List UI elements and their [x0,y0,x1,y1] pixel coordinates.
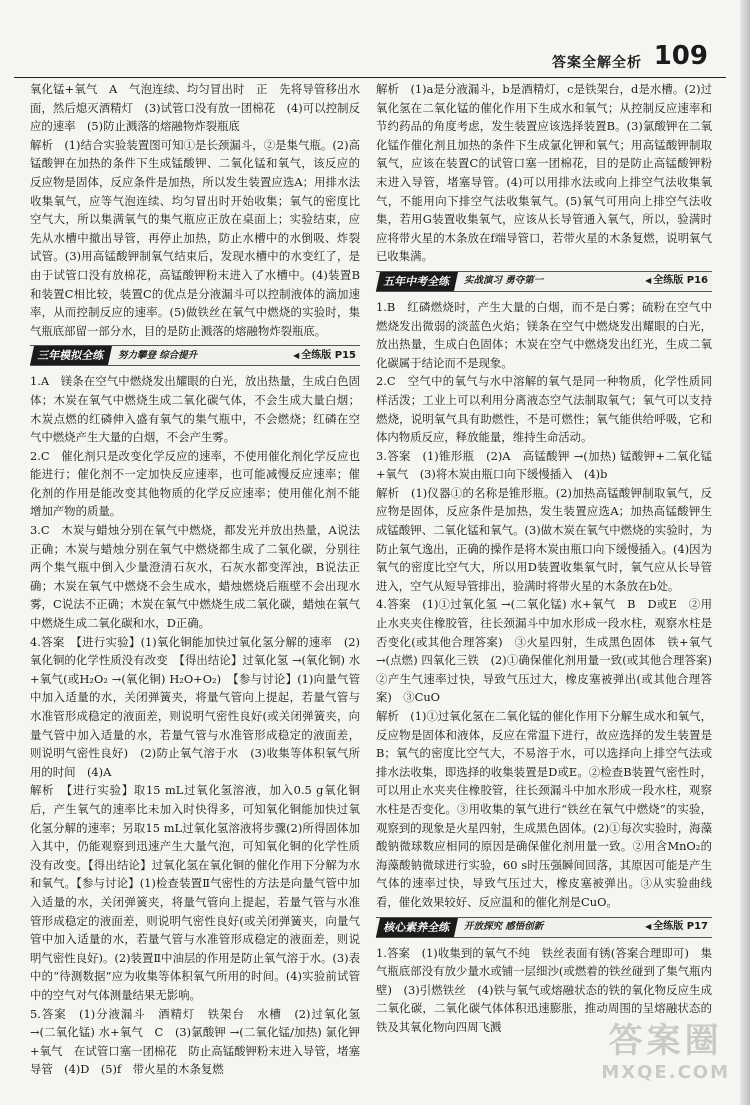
answer-item: 4.答案 (1)①过氧化氢 →(二氧化锰) 水+氧气 B D或E ②用止水夹夹住橡胶管，往长颈漏斗中加水形成一段水柱，观察水柱是否变化(或其他合理答案) ③火星四射，生成黑色固体 铁+氧气 →(点燃) 四氧化三铁 (2)①确保催化剂用量一致(或其他合理答案) ②产生气速率过快，导致气压过大，橡皮塞被弹出(或其他合理答案) ③CuO [376,597,724,705]
section-subtitle: 开放探究 感悟创新 [464,920,544,932]
section-subtitle: 实战演习 勇夺第一 [464,275,544,287]
answer-item: 解析 (1)仪器①的名称是锥形瓶。(2)加热高锰酸钾制取氧气，反应物是固体，反应条件是加热，发生装置应选A；加热高锰酸钾生成锰酸钾、二氧化锰和氧气。(3)做木炭在氧气中燃烧的实验时，为防止氧气逸出，正确的操作是将木炭由瓶口向下缓慢插入。(4)因为氧气的密度比空气大，所以用D装置收集氧气时，氧气应从长导管进入，空气从短导管排出，验满时将带火星的木条放在b处。 [376,485,712,593]
section-title: 三年模拟全练 [30,346,112,365]
answer-item: 4.答案 【进行实验】(1)氧化铜能加快过氧化氢分解的速率 (2)氧化铜的化学性质没有改变 【得出结论】过氧化氢 →(氧化铜) 水+氧气(或H₂O₂ →(氧化铜) H₂O+O₂) 【参与讨论】(1)向量气管中加入适量的水，关闭弹簧夹，将量气管向上提起，若量气管与水准管形成稳定的液面差，则说明气密性良好(或关闭弹簧夹，向量气管中加入适量的水，若量气管与水准管形成稳定的液面差，则说明气密性良好) (2)防止氧气溶于水 (3)收集等体积氧气所用的时间 (4)A [30,634,360,779]
page-header [0,0,750,80]
header-rule [14,77,726,78]
paragraph: 解析 (1)结合实验装置图可知①是长颈漏斗，②是集气瓶。(2)高锰酸钾在加热的条件下生成锰酸钾、二氧化锰和氧气，该反应的反应物是固体，反应条件是加热，所以发生装置应选A；用排水法收集氧气，应等气泡连续、均匀冒出时开始收集；氧气的密度比空气大，所以集满氧气的集气瓶应正放在桌面上；实验结束，应先从水槽中撤出导管，再停止加热，防止水槽中的水倒吸、炸裂试管。(3)用高锰酸钾制氧气结束后，发现水槽中的水变红了，是由于试管口没有放棉花，高锰酸钾粉末进入了水槽中。(4)装置B和装置C相比较，装置C的优点是分液漏斗可以控制液体的滴加速率，从而控制反应的速率。(5)做铁丝在氧气中燃烧的实验时，集气瓶底部留一部分水，目的是防止溅落的熔融物炸裂瓶底。 [30,137,360,338]
answer-item: 解析 【进行实验】取15 mL过氧化氢溶液，加入0.5 g氧化铜后，产生氧气的速率比未加入时快得多，可知氧化铜能加快过氧化氢分解的速率；另取15 mL过氧化氢溶液将步骤(2)所得固体加入其中，仍能观察到迅速产生大量气泡，可知氧化铜的化学性质没有改变。【得出结论】过氧化氢在氧化铜的催化作用下分解为水和氧气。【参与讨论】(1)检查装置Ⅱ气密性的方法是向量气管中加入适量的水，关闭弹簧夹，将量气管向上提起，若量气管与水准管形成稳定的液面差，则说明气密性良好(或关闭弹簧夹，向量气管中加入适量的水，若量气管与水准管形成稳定的液面差，则说明气密性良好)。(2)装置Ⅱ中油层的作用是防止氧气溶于水。(3)表中的“待测数据”应为收集等体积氧气所用的时间。(4)实验前试管中的空气对气体测量结果无影响。 [30,783,360,1002]
section-title: 核心素养全练 [376,918,458,937]
section-title: 五年中考全练 [376,272,458,291]
section-page-ref: ◀ 全练版 P15 [293,347,360,366]
page-number: 109 [653,41,708,71]
right-column [376,80,724,1037]
section-subtitle: 努力攀登 综合提升 [118,349,198,361]
answer-item: 1.B 红磷燃烧时，产生大量的白烟，而不是白雾；硫粉在空气中燃烧发出微弱的淡蓝色火焰；镁条在空气中燃烧发出耀眼的白光，放出热量，生成白色固体；木炭在空气中燃烧发出红光，生成二氧化碳属于结论而不是现象。 [376,299,712,370]
answer-item: 1.答案 (1)收集到的氧气不纯 铁丝表面有锈(答案合理即可) 集气瓶底部没有放少量水或铺一层细沙(或燃着的铁丝碰到了集气瓶内壁) (3)引燃铁丝 (4)铁与氧气或熔融状态的铁的氧化物反应生成二氧化碳，二氧化碳气体体积迅速膨胀，推动周围的呈熔融状态的铁及其氧化物向四周飞溅 [376,945,712,1034]
answer-item: 3.C 木炭与蜡烛分别在氧气中燃烧，都发光并放出热量，A说法正确；木炭与蜡烛分别在氧气中燃烧都生成了二氧化碳，分别往两个集气瓶中倒入少量澄清石灰水，石灰水都变浑浊，B说法正确；木炭在氧气中燃烧不会生成水，蜡烛燃烧后瓶壁不会出现水雾，C说法不正确；木炭在氧气中燃烧生成二氧化碳，蜡烛在氧气中燃烧生成二氧化碳和水，D正确。 [30,523,360,631]
section-bar-core-literacy [376,917,712,938]
section-bar-three-year [30,345,360,366]
answer-item: 解析 (1)①过氧化氢在二氧化锰的催化作用下分解生成水和氧气，反应物是固体和液体，反应在常温下进行，故应选择的发生装置是B；氧气的密度比空气大，不易溶于水，可以选择向上排空气法或排水法收集，即选择的收集装置是D或E。②检查B装置气密性时，可以用止水夹夹住橡胶管，往长颈漏斗中加水形成一段水柱，观察水柱是否变化。③用收集的氧气进行“铁丝在氧气中燃烧”的实验，观察到的现象是火星四射，生成黑色固体。(2)①每次实验时，海藻酸钠微球数应相同的原因是确保催化剂用量一致。②用含MnO₂的海藻酸钠微球进行实验，60 s时压强瞬间回落，其原因可能是产生气体的速率过快，导致气压过大，橡皮塞被弹出。③从实验曲线看，催化效果较好、反应温和的催化剂是CuO。 [376,709,712,909]
section-bar-five-year [376,271,712,292]
answer-item: 3.答案 (1)锥形瓶 (2)A 高锰酸钾 →(加热) 锰酸钾+二氧化锰+氧气 (3)将木炭由瓶口向下缓慢插入 (4)b [376,448,712,482]
answer-item: 5.答案 (1)分液漏斗 酒精灯 铁架台 水槽 (2)过氧化氢 →(二氧化锰) 水+氧气 C (3)氯酸钾 →(二氧化锰/加热) 氯化钾+氧气 在试管口塞一团棉花 防止高锰酸钾粉末进入导管，堵塞导管 (4)D (5)f 带火星的木条复燃 [30,1006,360,1077]
answer-item: 1.A 镁条在空气中燃烧发出耀眼的白光，放出热量，生成白色固体；木炭在氧气中燃烧生成二氧化碳气体，不会生成大量白烟；木炭点燃的红磷伸入盛有氧气的集气瓶中，不会燃烧；红磷在空气中燃烧产生大量的白烟，不会产生雾。 [30,374,360,445]
paragraph: 氧化锰+氧气 A 气泡连续、均匀冒出时 正 先将导管移出水面，然后熄灭酒精灯 (3)试管口没有放一团棉花 (4)可以控制反应的速率 (5)防止溅落的熔融物炸裂瓶底 [30,82,360,134]
paragraph: 解析 (1)a是分液漏斗，b是酒精灯，c是铁架台，d是水槽。(2)过氧化氢在二氧化锰的催化作用下生成水和氧气；从控制反应速率和节约药品的角度考虑，发生装置应该选择装置B。(3)氯酸钾在二氧化锰作催化剂且加热的条件下生成氯化钾和氧气；用高锰酸钾制取氧气，应该在装置C的试管口塞一团棉花，目的是防止高锰酸钾粉末进入导管，堵塞导管。(4)可以用排水法或向上排空气法收集氧气，不能用向下排空气法收集氧气。(5)氧气可用向上排空气法收集，若用G装置收集氧气，应该从长导管通入氧气，所以，验满时应将带火星的木条放在f端导管口，若带火星的木条复燃，说明氧气已收集满。 [376,82,712,264]
section-page-ref: ◀ 全练版 P16 [645,272,712,291]
answer-item: 2.C 空气中的氧气与水中溶解的氧气是同一种物质，化学性质同样活泼；工业上可以利用分离液态空气法制取氧气；氧气可以支持燃烧，说明氧气具有助燃性，不是可燃性；氧气能供给呼吸，它和体内物质反应，释放能量，维持生命活动。 [376,374,712,445]
left-column [30,80,360,1079]
answer-item: 2.C 催化剂只是改变化学反应的速率，不使用催化剂化学反应也能进行；催化剂不一定加快反应速率，也可能减慢反应速率；催化剂的作用是能改变其他物质的化学反应速率；使用催化剂不能增加产物的质量。 [30,448,360,519]
watermark-logo: 答案圈 MXQE.COM [601,1021,730,1083]
page-edge-shadow [740,0,750,1105]
section-page-ref: ◀ 全练版 P17 [645,918,712,937]
header-title: 答案全解全析 [552,55,642,71]
